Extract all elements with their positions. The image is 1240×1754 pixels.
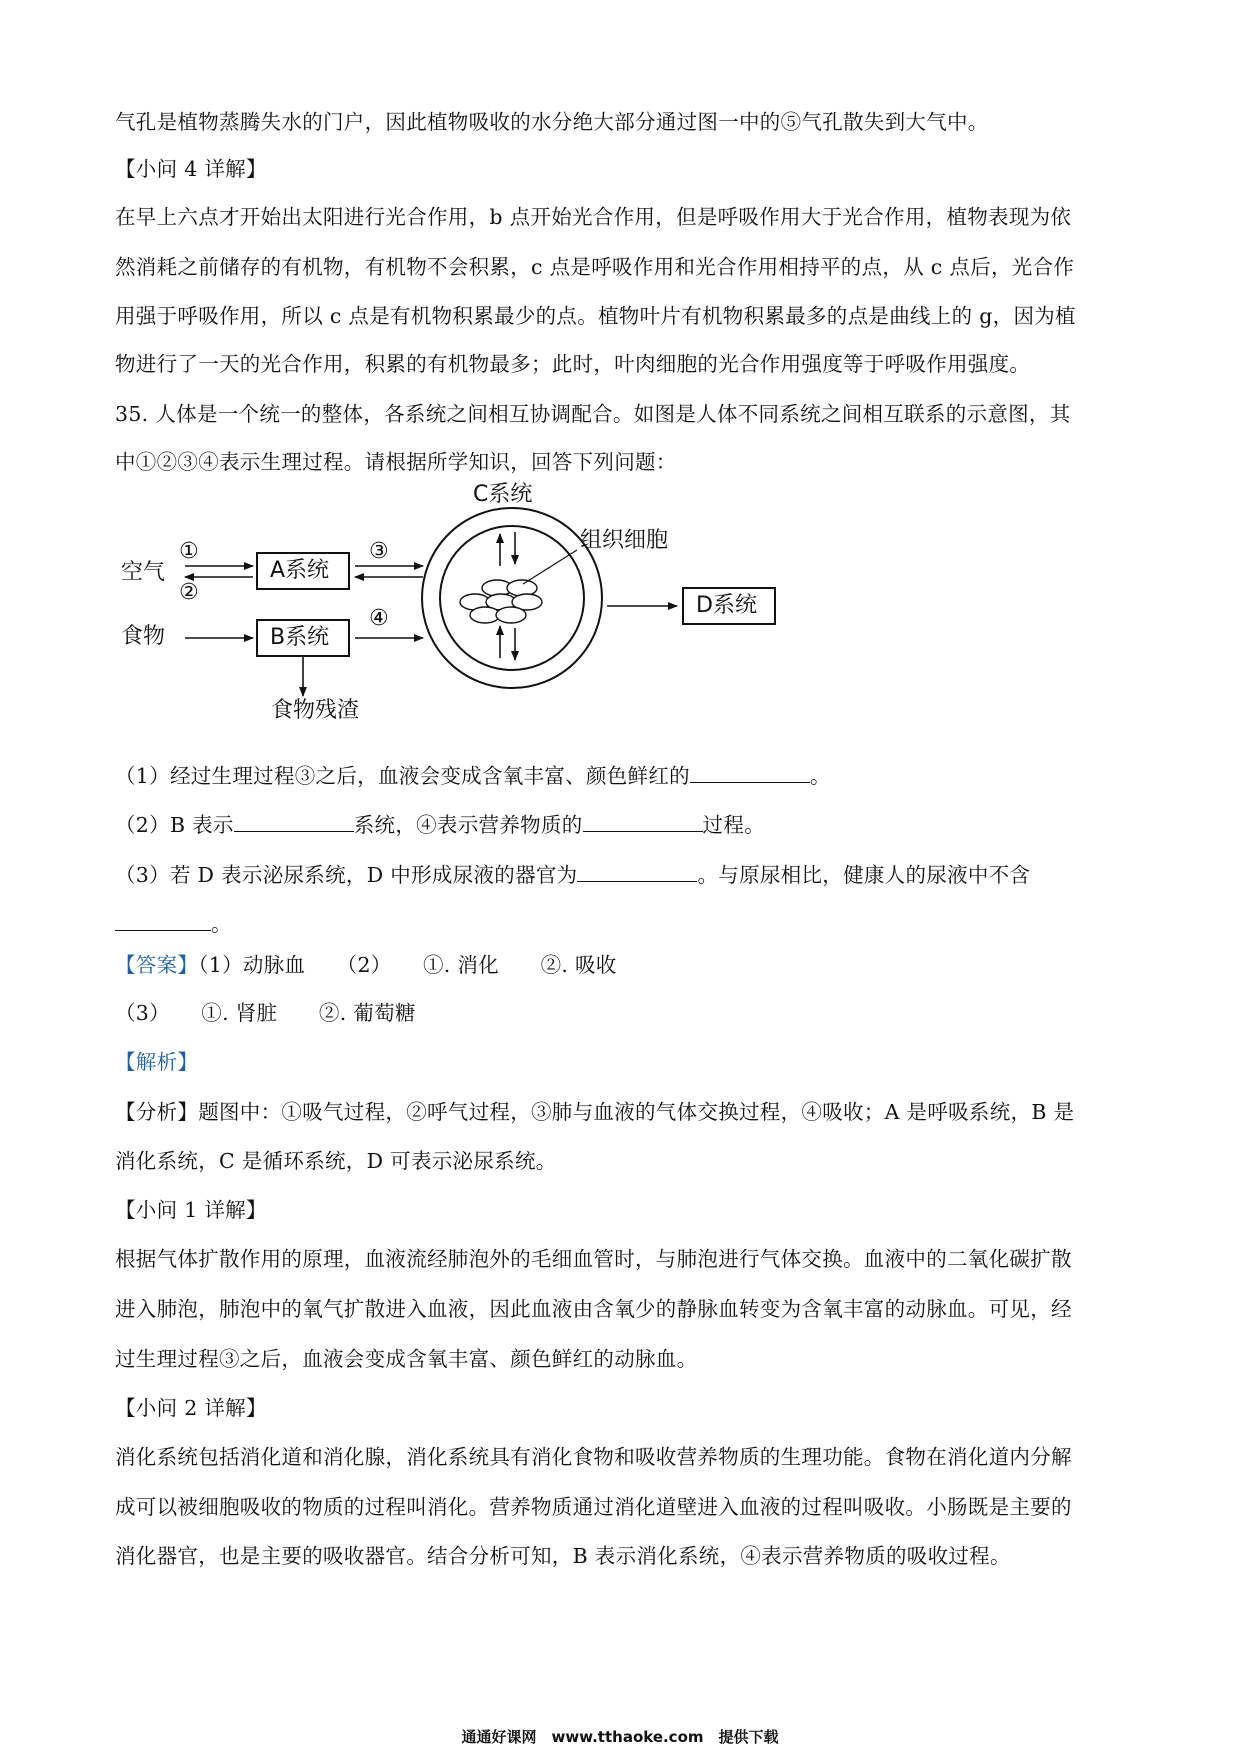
question-3-cont: 。 [115, 910, 1125, 938]
answer-blank [690, 762, 810, 783]
text-line: 过生理过程③之后，血液会变成含氧丰富、颜色鲜红的动脉血。 [115, 1347, 698, 1371]
analysis-heading: 【解析】 [115, 1050, 199, 1074]
text-line: 消化系统包括消化道和消化腺，消化系统具有消化食物和吸收营养物质的生理功能。食物在消化道内分解 [115, 1445, 1072, 1469]
answer-line-1: 【答案】（1）动脉血 （2） ①. 消化 ②. 吸收 [115, 953, 617, 977]
text-line: 物进行了一天的光合作用，积累的有机物最多；此时，叶肉细胞的光合作用强度等于呼吸作用强度。 [115, 352, 1031, 376]
answer-line-2: （3） ①. 肾脏 ②. 葡萄糖 [115, 1001, 416, 1025]
footer-watermark: 通通好课网 www.tthaoke.com 提供下载 [461, 1728, 779, 1746]
answer-blank [115, 910, 211, 931]
text-line: 消化系统，C 是循环系统，D 可表示泌尿系统。 [115, 1149, 557, 1173]
a-system-label: A系统 [270, 558, 330, 583]
text-line: 根据气体扩散作用的原理，血液流经肺泡外的毛细血管时，与肺泡进行气体交换。血液中的二氧化碳扩散 [115, 1247, 1072, 1271]
text-line: 进入肺泡，肺泡中的氧气扩散进入血液，因此血液由含氧少的静脉血转变为含氧丰富的动脉血。可见，经 [115, 1297, 1072, 1321]
text-line: 气孔是植物蒸腾失水的门户，因此植物吸收的水分绝大部分通过图一中的⑤气孔散失到大气中。 [115, 110, 989, 134]
process-2-label: ② [179, 580, 199, 605]
tissue-cells-label: 组织细胞 [580, 528, 669, 553]
tissue-cell [496, 607, 526, 623]
question-35-stem-cont: 中①②③④表示生理过程。请根据所学知识，回答下列问题： [115, 450, 677, 474]
text-line: 成可以被细胞吸收的物质的过程叫消化。营养物质通过消化道壁进入血液的过程叫吸收。小肠既是主要的 [115, 1495, 1072, 1519]
food-label: 食物 [121, 624, 166, 649]
air-label: 空气 [121, 560, 166, 585]
text-line: 在早上六点才开始出太阳进行光合作用，b 点开始光合作用，但是呼吸作用大于光合作用，植物表现为依 [115, 205, 1072, 229]
answer-blank [577, 861, 697, 882]
text-line: 然消耗之前储存的有机物，有机物不会积累，c 点是呼吸作用和光合作用相持平的点，从 c 点后，光合作 [115, 255, 1075, 279]
tissue-cell [507, 580, 537, 596]
food-residue-label: 食物残渣 [271, 698, 360, 723]
text-line: 【分析】题图中：①吸气过程，②呼气过程，③肺与血液的气体交换过程，④吸收；A 是呼吸系统，B 是 [115, 1100, 1075, 1124]
question-3: （3）若 D 表示泌尿系统，D 中形成尿液的器官为 。与原尿相比，健康人的尿液中不含 [115, 863, 1031, 887]
b-system-label: B系统 [270, 625, 330, 650]
answer-blank [583, 811, 703, 832]
system-relationship-diagram [115, 482, 815, 728]
answer-blank [234, 811, 354, 832]
process-4-label: ④ [369, 606, 389, 631]
section-heading: 【小问 4 详解】 [115, 157, 267, 181]
text-line: 消化器官，也是主要的吸收器官。结合分析可知，B 表示消化系统，④表示营养物质的吸收过程。 [115, 1544, 1011, 1568]
question-1: （1）经过生理过程③之后，血液会变成含氧丰富、颜色鲜红的 。 [115, 764, 831, 788]
text-line: 用强于呼吸作用，所以 c 点是有机物积累最少的点。植物叶片有机物积累最多的点是曲线上的 g，因为植 [115, 304, 1076, 328]
question-35-stem: 35. 人体是一个统一的整体，各系统之间相互协调配合。如图是人体不同系统之间相互联系的示意图，其 [115, 402, 1071, 426]
question-2: （2）B 表示 系统，④表示营养物质的 过程。 [115, 813, 765, 837]
section-heading: 【小问 1 详解】 [115, 1198, 267, 1222]
c-system-label: C系统 [473, 482, 533, 507]
section-heading: 【小问 2 详解】 [115, 1396, 267, 1420]
process-3-label: ③ [369, 539, 389, 564]
process-1-label: ① [179, 539, 199, 564]
d-system-label: D系统 [696, 593, 757, 618]
